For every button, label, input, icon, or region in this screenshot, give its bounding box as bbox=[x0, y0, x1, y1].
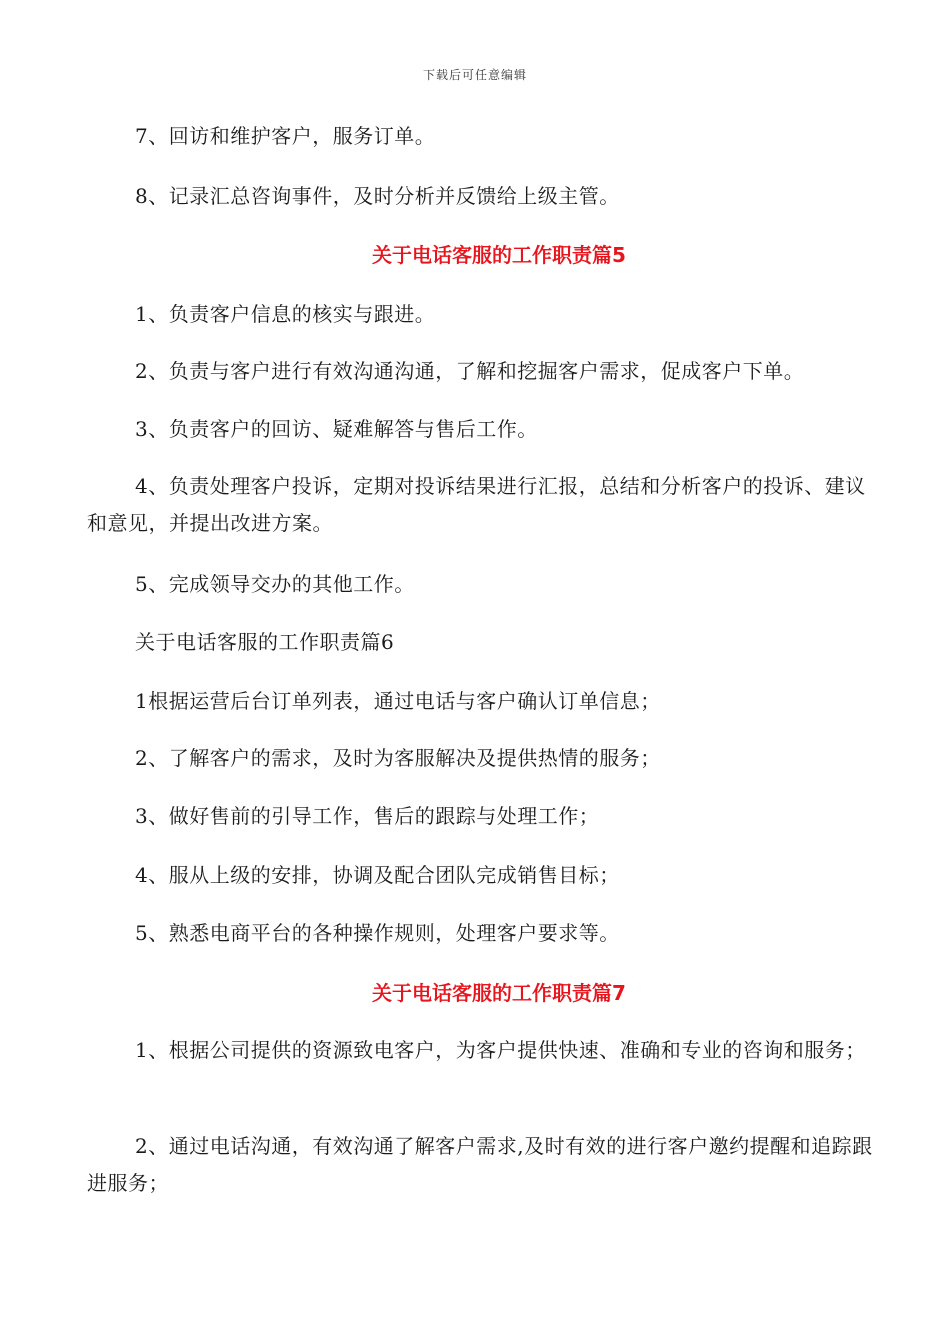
section-heading-6: 关于电话客服的工作职责篇6 bbox=[135, 630, 395, 654]
duty-item-8: 8、记录汇总咨询事件，及时分析并反馈给上级主管。 bbox=[135, 184, 620, 208]
section7-item-1: 1、根据公司提供的资源致电客户，为客户提供快速、准确和专业的咨询和服务； bbox=[135, 1038, 866, 1062]
section5-item-4: 4、负责处理客户投诉，定期对投诉结果进行汇报，总结和分析客户的投诉、建议和意见，并提出改进方案。 bbox=[87, 474, 866, 535]
section6-item-2: 2、了解客户的需求，及时为客服解决及提供热情的服务； bbox=[135, 746, 661, 770]
section5-item-1: 1、负责客户信息的核实与跟进。 bbox=[135, 302, 436, 326]
section-heading-5: 关于电话客服的工作职责篇5 bbox=[372, 243, 626, 267]
page-header-note: 下载后可任意编辑 bbox=[422, 68, 527, 82]
section-heading-7: 关于电话客服的工作职责篇7 bbox=[372, 981, 626, 1005]
section5-item-2: 2、负责与客户进行有效沟通沟通，了解和挖掘客户需求，促成客户下单。 bbox=[135, 359, 805, 383]
section7-item-2: 2、通过电话沟通，有效沟通了解客户需求,及时有效的进行客户邀约提醒和追踪跟进服务； bbox=[87, 1134, 873, 1195]
duty-item-7: 7、回访和维护客户，服务订单。 bbox=[135, 124, 436, 148]
section6-item-5: 5、熟悉电商平台的各种操作规则，处理客户要求等。 bbox=[135, 921, 620, 945]
section5-item-5: 5、完成领导交办的其他工作。 bbox=[135, 572, 415, 596]
section6-item-3: 3、做好售前的引导工作，售后的跟踪与处理工作； bbox=[135, 804, 600, 828]
section6-item-1: 1根据运营后台订单列表，通过电话与客户确认订单信息； bbox=[135, 689, 661, 713]
section6-item-4: 4、服从上级的安排，协调及配合团队完成销售目标； bbox=[135, 863, 620, 887]
section5-item-3: 3、负责客户的回访、疑难解答与售后工作。 bbox=[135, 417, 538, 441]
